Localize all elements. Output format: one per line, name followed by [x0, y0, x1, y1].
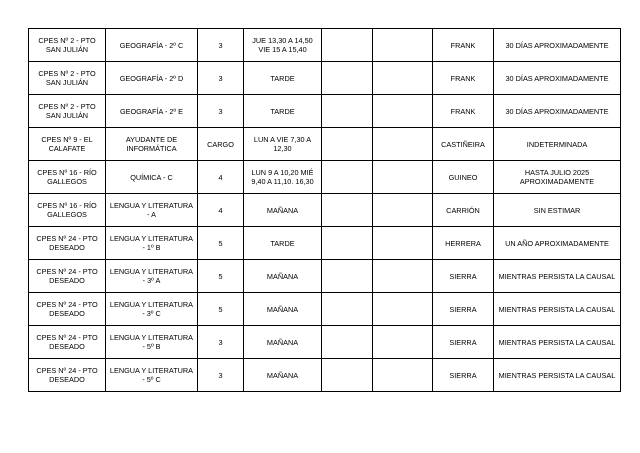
schedule-cell: TARDE: [244, 227, 322, 260]
blank-cell-b: [373, 227, 433, 260]
subject-cell: LENGUA Y LITERATURA - 3º A: [106, 260, 198, 293]
hours-cell: 3: [198, 326, 244, 359]
blank-cell-b: [373, 194, 433, 227]
schedule-cell: MAÑANA: [244, 194, 322, 227]
duration-cell: INDETERMINADA: [494, 128, 621, 161]
table-row: [29, 260, 621, 293]
schedule-cell: LUN A VIE 7,30 A 12,30: [244, 128, 322, 161]
blank-cell-b: [373, 62, 433, 95]
hours-cell: 3: [198, 359, 244, 392]
table-row: [29, 227, 621, 260]
schedule-cell: TARDE: [244, 95, 322, 128]
teacher-cell: CARRIÓN: [433, 194, 494, 227]
hours-cell: 5: [198, 227, 244, 260]
blank-cell-b: [373, 161, 433, 194]
blank-cell-a: [322, 293, 373, 326]
blank-cell-a: [322, 128, 373, 161]
table-row: [29, 29, 621, 62]
blank-cell-b: [373, 29, 433, 62]
blank-cell-b: [373, 326, 433, 359]
table-row: [29, 95, 621, 128]
blank-cell-a: [322, 194, 373, 227]
blank-cell-a: [322, 227, 373, 260]
blank-cell-b: [373, 128, 433, 161]
school-cell: CPES Nº 16 - RÍO GALLEGOS: [29, 161, 106, 194]
schedule-cell: TARDE: [244, 62, 322, 95]
school-cell: CPES Nº 24 - PTO DESEADO: [29, 227, 106, 260]
duration-cell: MIENTRAS PERSISTA LA CAUSAL: [494, 326, 621, 359]
schedule-cell: MAÑANA: [244, 293, 322, 326]
teacher-cell: SIERRA: [433, 359, 494, 392]
blank-cell-a: [322, 62, 373, 95]
teacher-cell: SIERRA: [433, 326, 494, 359]
duration-cell: SIN ESTIMAR: [494, 194, 621, 227]
duration-cell: 30 DÍAS APROXIMADAMENTE: [494, 62, 621, 95]
subject-cell: GEOGRAFÍA - 2º D: [106, 62, 198, 95]
schedule-cell: MAÑANA: [244, 260, 322, 293]
blank-cell-a: [322, 161, 373, 194]
table-row: [29, 326, 621, 359]
school-cell: CPES Nº 2 - PTO SAN JULIÁN: [29, 29, 106, 62]
subject-cell: GEOGRAFÍA - 2º C: [106, 29, 198, 62]
duration-cell: MIENTRAS PERSISTA LA CAUSAL: [494, 293, 621, 326]
blank-cell-b: [373, 95, 433, 128]
blank-cell-b: [373, 260, 433, 293]
subject-cell: LENGUA Y LITERATURA - 5º C: [106, 359, 198, 392]
subject-cell: LENGUA Y LITERATURA - 3º C: [106, 293, 198, 326]
blank-cell-b: [373, 359, 433, 392]
duration-cell: MIENTRAS PERSISTA LA CAUSAL: [494, 260, 621, 293]
blank-cell-a: [322, 326, 373, 359]
school-cell: CPES Nº 24 - PTO DESEADO: [29, 260, 106, 293]
schedule-cell: LUN 9 A 10,20 MIÉ 9,40 A 11,10. 16,30: [244, 161, 322, 194]
teacher-cell: SIERRA: [433, 293, 494, 326]
blank-cell-a: [322, 359, 373, 392]
hours-cell: 5: [198, 260, 244, 293]
hours-cell: 3: [198, 62, 244, 95]
subject-cell: GEOGRAFÍA - 2º E: [106, 95, 198, 128]
subject-cell: LENGUA Y LITERATURA - 5º B: [106, 326, 198, 359]
school-cell: CPES Nº 9 - EL CALAFATE: [29, 128, 106, 161]
table-row: [29, 293, 621, 326]
teacher-cell: HERRERA: [433, 227, 494, 260]
teacher-cell: GUINEO: [433, 161, 494, 194]
hours-cell: CARGO: [198, 128, 244, 161]
subject-cell: LENGUA Y LITERATURA - A: [106, 194, 198, 227]
subject-cell: AYUDANTE DE INFORMÁTICA: [106, 128, 198, 161]
hours-cell: 3: [198, 95, 244, 128]
duration-cell: UN AÑO APROXIMADAMENTE: [494, 227, 621, 260]
school-cell: CPES Nº 24 - PTO DESEADO: [29, 359, 106, 392]
blank-cell-a: [322, 260, 373, 293]
duration-cell: MIENTRAS PERSISTA LA CAUSAL: [494, 359, 621, 392]
hours-cell: 4: [198, 161, 244, 194]
blank-cell-b: [373, 293, 433, 326]
table-row: [29, 359, 621, 392]
school-cell: CPES Nº 2 - PTO SAN JULIÁN: [29, 95, 106, 128]
table-row: [29, 128, 621, 161]
school-cell: CPES Nº 16 - RÍO GALLEGOS: [29, 194, 106, 227]
table-row: [29, 62, 621, 95]
teacher-cell: FRANK: [433, 62, 494, 95]
school-cell: CPES Nº 2 - PTO SAN JULIÁN: [29, 62, 106, 95]
duration-cell: 30 DÍAS APROXIMADAMENTE: [494, 95, 621, 128]
teacher-cell: FRANK: [433, 29, 494, 62]
schedule-cell: MAÑANA: [244, 326, 322, 359]
teacher-cell: CASTIÑEIRA: [433, 128, 494, 161]
subject-cell: LENGUA Y LITERATURA - 1º B: [106, 227, 198, 260]
school-cell: CPES Nº 24 - PTO DESEADO: [29, 326, 106, 359]
blank-cell-a: [322, 29, 373, 62]
hours-cell: 5: [198, 293, 244, 326]
teacher-cell: FRANK: [433, 95, 494, 128]
duration-cell: 30 DÍAS APROXIMADAMENTE: [494, 29, 621, 62]
table-row: [29, 194, 621, 227]
schedule-cell: JUE 13,30 A 14,50 VIE 15 A 15,40: [244, 29, 322, 62]
duration-cell: HASTA JULIO 2025 APROXIMADAMENTE: [494, 161, 621, 194]
school-cell: CPES Nº 24 - PTO DESEADO: [29, 293, 106, 326]
teacher-cell: SIERRA: [433, 260, 494, 293]
blank-cell-a: [322, 95, 373, 128]
schedule-cell: MAÑANA: [244, 359, 322, 392]
vacancy-table: [28, 28, 621, 392]
hours-cell: 3: [198, 29, 244, 62]
table-row: [29, 161, 621, 194]
hours-cell: 4: [198, 194, 244, 227]
subject-cell: QUÍMICA - C: [106, 161, 198, 194]
